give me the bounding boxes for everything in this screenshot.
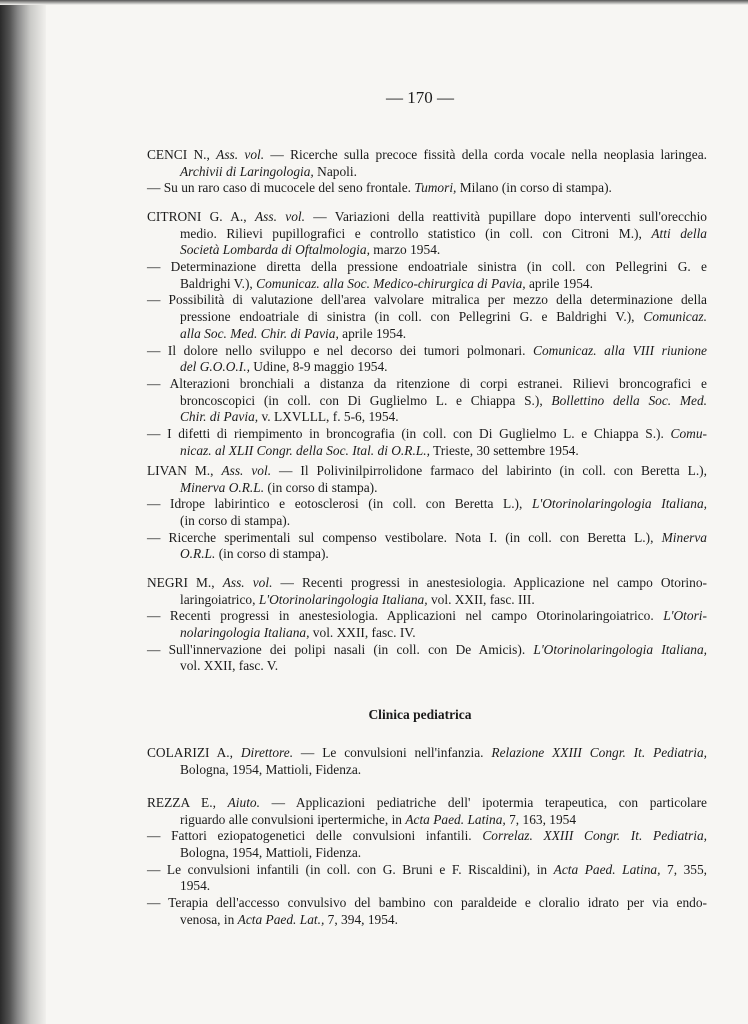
italic-citation-text: Comunicaz. alla VIII riunione bbox=[533, 342, 708, 358]
entry-text: Trieste, 30 settembre 1954. bbox=[429, 442, 579, 458]
entry-text: REZZA E., bbox=[147, 795, 228, 810]
entry-text: NEGRI M., bbox=[147, 575, 223, 590]
italic-citation-text: Ass. vol. bbox=[221, 463, 272, 478]
entry-line bbox=[147, 292, 707, 309]
entry-group-livan bbox=[147, 463, 707, 563]
entry-line bbox=[147, 546, 707, 563]
entry-text: — Sull'innervazione dei polipi nasali (in coll. con De Amicis). bbox=[147, 641, 534, 657]
italic-citation-text: Minerva bbox=[661, 529, 707, 545]
entry-line bbox=[147, 242, 707, 259]
bibliography-entry bbox=[147, 343, 707, 376]
bibliography-entry bbox=[147, 426, 707, 459]
entry-text: — Le convulsioni infantili (in coll. con G. Bruni e F. Riscaldini), in bbox=[147, 861, 554, 877]
italic-citation-text: Tumori, bbox=[414, 180, 457, 196]
entry-line bbox=[147, 259, 707, 276]
italic-citation-text: O.R.L. bbox=[180, 546, 216, 562]
entry-text: aprile 1954. bbox=[338, 325, 407, 341]
entry-text: — Il Polivinilpirrolidone farmaco del labirinto (in coll. con Beretta L.), bbox=[271, 463, 707, 478]
entry-line bbox=[147, 393, 707, 410]
bibliography-entry bbox=[147, 895, 707, 928]
entry-text: — Variazioni della reattività pupillare dopo interventi sull'orecchio bbox=[304, 209, 707, 224]
italic-citation-text: alla Soc. Med. Chir. di Pavia, bbox=[180, 325, 339, 341]
entry-text: — Terapia dell'accesso convulsivo del bambino con paraldeide e cloralio idrato per via endo- bbox=[147, 895, 707, 911]
entry-text: — Idrope labirintico e eotosclerosi (in coll. con Beretta L.), bbox=[147, 496, 532, 512]
entry-line bbox=[147, 209, 707, 226]
entry-text: Napoli. bbox=[313, 163, 357, 179]
italic-citation-text: Archivii di Laringologia, bbox=[180, 163, 314, 179]
italic-citation-text: Correlaz. XXIII Congr. It. Pediatria, bbox=[482, 828, 707, 844]
entry-text: pressione endoatriale di sinistra (in coll. con Pellegrini G. e Baldrighi V.), bbox=[180, 309, 644, 325]
entry-text: CITRONI G. A., bbox=[147, 209, 255, 224]
entry-text: CENCI N., bbox=[147, 147, 217, 162]
entry-text: — I difetti di riempimento in broncografia (in coll. con Di Guglielmo L. e Chiappa S.). bbox=[147, 425, 671, 441]
bibliography-entry bbox=[147, 642, 707, 675]
italic-citation-text: L'Otorinolaringologia Italiana, bbox=[531, 496, 707, 512]
italic-citation-text: Comunicaz. bbox=[643, 309, 707, 325]
entry-text: marzo 1954. bbox=[369, 242, 441, 258]
entry-text: (in corso di stampa). bbox=[180, 513, 291, 529]
entry-text: riguardo alle convulsioni ipertermiche, in bbox=[180, 811, 406, 827]
entry-text: (in corso di stampa). bbox=[215, 546, 329, 562]
bibliography-entry bbox=[147, 180, 707, 197]
italic-citation-text: Bollettino della Soc. Med. bbox=[551, 392, 708, 408]
entry-text: venosa, in bbox=[180, 911, 238, 927]
bibliography-entry bbox=[147, 575, 707, 608]
bibliography-entry bbox=[147, 463, 707, 496]
entry-line bbox=[147, 226, 707, 243]
bibliography-entry bbox=[147, 147, 707, 180]
entry-line bbox=[147, 463, 707, 480]
entry-text: — Le convulsioni nell'infanzia. bbox=[293, 745, 492, 760]
italic-citation-text: L'Otorinolaringologia Italiana, bbox=[258, 591, 428, 607]
entry-text: — Possibilità di valutazione dell'area valvolare mitralica per mezzo della determinazione della bbox=[147, 292, 707, 308]
italic-citation-text: L'Otori- bbox=[663, 608, 707, 624]
bibliography-entry bbox=[147, 530, 707, 563]
entry-line bbox=[147, 426, 707, 443]
entry-text: Milano (in corso di stampa). bbox=[456, 180, 612, 196]
entry-text: (in corso di stampa). bbox=[264, 479, 378, 495]
entry-line bbox=[147, 180, 707, 197]
italic-citation-text: Direttore. bbox=[240, 745, 294, 760]
entry-text: — Su un raro caso di mucocele del seno frontale. bbox=[147, 180, 415, 196]
entry-text: 7, 355, bbox=[660, 861, 708, 877]
italic-citation-text: nolaringologia Italiana, bbox=[180, 625, 310, 641]
entry-line bbox=[147, 276, 707, 293]
entry-text: — Ricerche sulla precoce fissità della corda vocale nella neoplasia laringea. bbox=[264, 147, 707, 162]
entry-group-colarizi bbox=[147, 745, 707, 778]
entry-line bbox=[147, 658, 707, 675]
page-top-edge bbox=[0, 0, 748, 5]
entry-text: — Recenti progressi in anestesiologia. Applicazione nel campo Otorino- bbox=[272, 575, 707, 590]
entry-text: — Determinazione diretta della pressione endoatriale sinistra (in coll. con Pellegrini G. e bbox=[147, 259, 707, 275]
entry-line bbox=[147, 642, 707, 659]
bibliography-entry bbox=[147, 745, 707, 778]
page-number: — 170 — bbox=[386, 88, 454, 107]
entry-text: COLARIZI A., bbox=[147, 745, 241, 760]
bibliography-entry bbox=[147, 496, 707, 529]
italic-citation-text: Acta Paed. Lat., bbox=[237, 911, 325, 927]
italic-citation-text: Atti della bbox=[651, 225, 707, 241]
entry-line bbox=[147, 575, 707, 592]
entry-line bbox=[147, 795, 707, 812]
entry-text: Bologna, 1954, Mattioli, Fidenza. bbox=[180, 845, 362, 861]
entry-line bbox=[147, 745, 707, 762]
entry-line bbox=[147, 480, 707, 497]
entry-line bbox=[147, 862, 707, 879]
italic-citation-text: nicaz. al XLII Congr. della Soc. Ital. di O.R.L., bbox=[180, 442, 430, 458]
italic-citation-text: Acta Paed. Latina, bbox=[553, 861, 661, 877]
entry-line bbox=[147, 762, 707, 779]
italic-citation-text: Acta Paed. Latina, bbox=[405, 811, 506, 827]
entry-line bbox=[147, 625, 707, 642]
bibliography-entry bbox=[147, 209, 707, 259]
italic-citation-text: Ass. vol. bbox=[216, 147, 265, 162]
section-heading: Clinica pediatrica bbox=[368, 707, 472, 722]
entry-group-citroni bbox=[147, 209, 707, 459]
entry-text: medio. Rilievi pupillografici e controllo statistico (in coll. con Citroni M.), bbox=[180, 225, 652, 241]
entry-line bbox=[147, 409, 707, 426]
entry-text: Bologna, 1954, Mattioli, Fidenza. bbox=[180, 761, 362, 777]
italic-citation-text: Chir. di Pavia, bbox=[180, 409, 259, 425]
entry-text: 1954. bbox=[180, 878, 211, 894]
entry-text: Baldrighi V.), bbox=[180, 275, 257, 291]
entry-line bbox=[147, 530, 707, 547]
italic-citation-text: Relazione XXIII Congr. It. Pediatria, bbox=[491, 745, 707, 760]
entry-line bbox=[147, 359, 707, 376]
entry-text: laringoiatrico, bbox=[180, 591, 259, 607]
entry-text: — Ricerche sperimentali sul compenso vestibolare. Nota I. (in coll. con Beretta L.), bbox=[147, 529, 662, 545]
entry-text: vol. XXII, fasc. IV. bbox=[309, 625, 416, 641]
entry-group-negri bbox=[147, 575, 707, 675]
entry-line bbox=[147, 443, 707, 460]
entry-group-rezza bbox=[147, 795, 707, 929]
entry-text: vol. XXII, fasc. III. bbox=[427, 591, 535, 607]
entry-text: — Fattori eziopatogenetici delle convulsioni infantili. bbox=[147, 828, 483, 844]
entry-group-cenci bbox=[147, 147, 707, 197]
italic-citation-text: L'Otorinolaringologia Italiana, bbox=[533, 641, 708, 657]
bibliography-entry bbox=[147, 828, 707, 861]
entry-text: — Recenti progressi in anestesiologia. Applicazioni nel campo Otorinolaringoiatrico. bbox=[147, 608, 664, 624]
entry-text: 7, 163, 1954 bbox=[505, 811, 577, 827]
italic-citation-text: Comu- bbox=[670, 425, 707, 441]
entry-line bbox=[147, 592, 707, 609]
entry-line bbox=[147, 878, 707, 895]
entry-line bbox=[147, 376, 707, 393]
entry-line bbox=[147, 496, 707, 513]
entry-line bbox=[147, 828, 707, 845]
entry-text: aprile 1954. bbox=[525, 275, 593, 291]
italic-citation-text: Comunicaz. alla Soc. Medico-chirurgica di Pavia, bbox=[256, 275, 526, 291]
bibliography-entry bbox=[147, 608, 707, 641]
entry-text: — Applicazioni pediatriche dell' ipotermia terapeutica, con particolare bbox=[259, 795, 707, 810]
entry-text: — Il dolore nello sviluppo e nel decorso dei tumori polmonari. bbox=[147, 342, 534, 358]
entry-line bbox=[147, 309, 707, 326]
italic-citation-text: Società Lombarda di Oftalmologia, bbox=[180, 242, 370, 258]
entry-text: vol. XXII, fasc. V. bbox=[180, 658, 279, 674]
entry-text: v. LXVLLL, f. 5-6, 1954. bbox=[258, 409, 399, 425]
book-binding-shadow bbox=[0, 0, 46, 1024]
italic-citation-text: del G.O.O.I., bbox=[180, 359, 250, 375]
bibliography-entry bbox=[147, 292, 707, 342]
bibliography-entry bbox=[147, 259, 707, 292]
entry-line bbox=[147, 912, 707, 929]
entry-line bbox=[147, 513, 707, 530]
bibliography-entry bbox=[147, 862, 707, 895]
bibliography-entry bbox=[147, 795, 707, 828]
entry-line bbox=[147, 343, 707, 360]
entry-text: Udine, 8-9 maggio 1954. bbox=[249, 359, 388, 375]
italic-citation-text: Ass. vol. bbox=[254, 209, 305, 224]
entry-line bbox=[147, 812, 707, 829]
italic-citation-text: Ass. vol. bbox=[222, 575, 273, 590]
italic-citation-text: Aiuto. bbox=[227, 795, 260, 810]
entry-text: 7, 394, 1954. bbox=[324, 911, 398, 927]
entry-line bbox=[147, 164, 707, 181]
entry-line bbox=[147, 895, 707, 912]
entry-line bbox=[147, 845, 707, 862]
entry-text: LIVAN M., bbox=[147, 463, 222, 478]
bibliography-entry bbox=[147, 376, 707, 426]
entry-text: broncoscopici (in coll. con Di Guglielmo L. e Chiappa S.), bbox=[180, 392, 552, 408]
entry-line bbox=[147, 326, 707, 343]
entry-text: — Alterazioni bronchiali a distanza da ritenzione di corpi estranei. Rilievi broncografici e bbox=[147, 375, 707, 391]
entry-line bbox=[147, 608, 707, 625]
italic-citation-text: Minerva O.R.L. bbox=[180, 479, 265, 495]
entry-line bbox=[147, 147, 707, 164]
